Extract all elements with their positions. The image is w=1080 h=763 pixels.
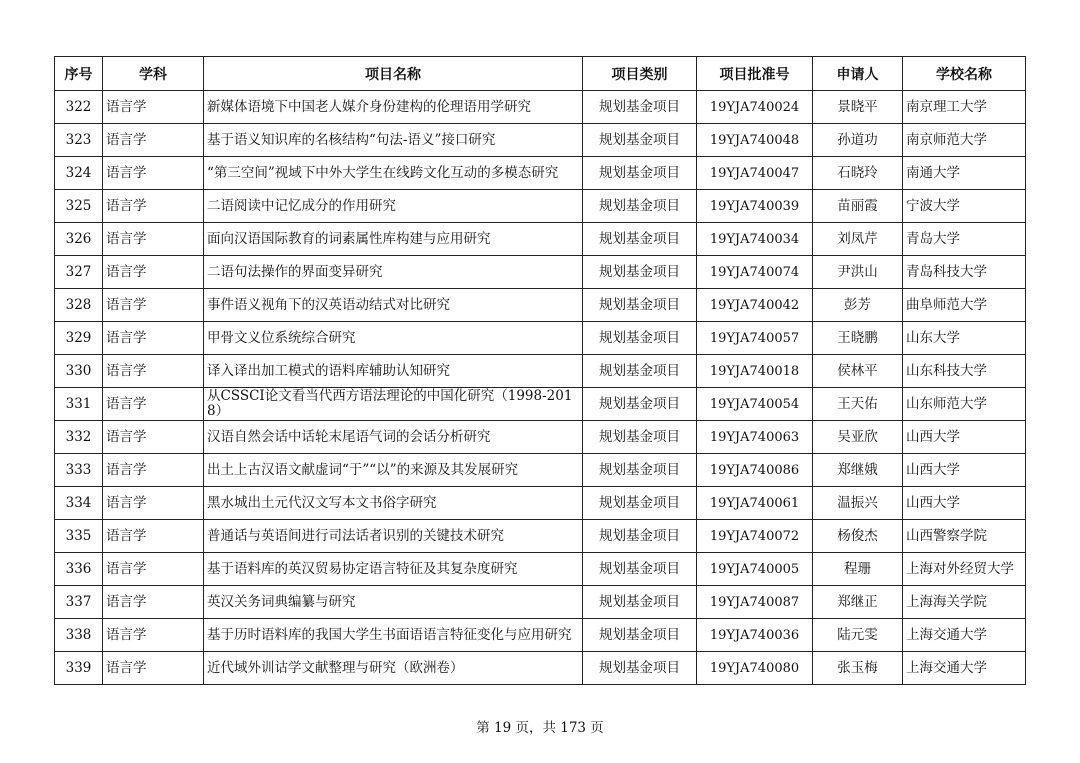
cell-num: 327 bbox=[55, 256, 103, 289]
header-approval-no: 项目批准号 bbox=[697, 57, 813, 91]
header-category: 项目类别 bbox=[583, 57, 697, 91]
cell-project-name: 新媒体语境下中国老人媒介身份建构的伦理语用学研究 bbox=[204, 91, 583, 124]
cell-category: 规划基金项目 bbox=[583, 553, 697, 586]
table-row bbox=[55, 256, 1026, 289]
table-row bbox=[55, 91, 1026, 124]
cell-applicant: 王晓鹏 bbox=[813, 322, 903, 355]
cell-approval-no: 19YJA740018 bbox=[697, 355, 813, 388]
cell-subject: 语言学 bbox=[103, 487, 204, 520]
table-row bbox=[55, 487, 1026, 520]
cell-school: 上海海关学院 bbox=[903, 586, 1026, 619]
cell-subject: 语言学 bbox=[103, 454, 204, 487]
table-header-row bbox=[55, 57, 1026, 91]
cell-project-name: 面向汉语国际教育的词素属性库构建与应用研究 bbox=[204, 223, 583, 256]
cell-school: 山东大学 bbox=[903, 322, 1026, 355]
cell-applicant: 吴亚欣 bbox=[813, 421, 903, 454]
cell-approval-no: 19YJA740039 bbox=[697, 190, 813, 223]
cell-applicant: 郑继正 bbox=[813, 586, 903, 619]
cell-category: 规划基金项目 bbox=[583, 355, 697, 388]
project-table bbox=[54, 56, 1026, 685]
cell-approval-no: 19YJA740086 bbox=[697, 454, 813, 487]
cell-school: 上海对外经贸大学 bbox=[903, 553, 1026, 586]
cell-approval-no: 19YJA740061 bbox=[697, 487, 813, 520]
cell-project-name: 出土上古汉语文献虚词“于”“以”的来源及其发展研究 bbox=[204, 454, 583, 487]
table-body bbox=[55, 91, 1026, 685]
table-row bbox=[55, 322, 1026, 355]
cell-school: 上海交通大学 bbox=[903, 619, 1026, 652]
cell-approval-no: 19YJA740087 bbox=[697, 586, 813, 619]
cell-school: 山东科技大学 bbox=[903, 355, 1026, 388]
cell-num: 339 bbox=[55, 652, 103, 685]
cell-approval-no: 19YJA740074 bbox=[697, 256, 813, 289]
cell-project-name: 黑水城出土元代汉文写本文书俗字研究 bbox=[204, 487, 583, 520]
table-row bbox=[55, 223, 1026, 256]
cell-num: 330 bbox=[55, 355, 103, 388]
cell-subject: 语言学 bbox=[103, 355, 204, 388]
cell-category: 规划基金项目 bbox=[583, 223, 697, 256]
cell-subject: 语言学 bbox=[103, 421, 204, 454]
cell-applicant: 王天佑 bbox=[813, 388, 903, 421]
cell-subject: 语言学 bbox=[103, 652, 204, 685]
cell-category: 规划基金项目 bbox=[583, 91, 697, 124]
cell-category: 规划基金项目 bbox=[583, 256, 697, 289]
cell-subject: 语言学 bbox=[103, 190, 204, 223]
cell-school: 南京师范大学 bbox=[903, 124, 1026, 157]
table-row bbox=[55, 586, 1026, 619]
cell-category: 规划基金项目 bbox=[583, 520, 697, 553]
cell-applicant: 温振兴 bbox=[813, 487, 903, 520]
cell-num: 326 bbox=[55, 223, 103, 256]
cell-project-name: 基于历时语料库的我国大学生书面语语言特征变化与应用研究 bbox=[204, 619, 583, 652]
cell-applicant: 张玉梅 bbox=[813, 652, 903, 685]
cell-project-name: 基于语料库的英汉贸易协定语言特征及其复杂度研究 bbox=[204, 553, 583, 586]
cell-school: 南通大学 bbox=[903, 157, 1026, 190]
table-row bbox=[55, 388, 1026, 421]
cell-applicant: 刘凤芹 bbox=[813, 223, 903, 256]
cell-project-name: 事件语义视角下的汉英语动结式对比研究 bbox=[204, 289, 583, 322]
cell-project-name: 甲骨文义位系统综合研究 bbox=[204, 322, 583, 355]
cell-category: 规划基金项目 bbox=[583, 619, 697, 652]
cell-applicant: 苗丽霞 bbox=[813, 190, 903, 223]
header-num: 序号 bbox=[55, 57, 103, 91]
cell-num: 337 bbox=[55, 586, 103, 619]
cell-num: 323 bbox=[55, 124, 103, 157]
cell-category: 规划基金项目 bbox=[583, 586, 697, 619]
cell-num: 335 bbox=[55, 520, 103, 553]
cell-approval-no: 19YJA740054 bbox=[697, 388, 813, 421]
cell-approval-no: 19YJA740034 bbox=[697, 223, 813, 256]
cell-approval-no: 19YJA740024 bbox=[697, 91, 813, 124]
cell-num: 322 bbox=[55, 91, 103, 124]
cell-subject: 语言学 bbox=[103, 586, 204, 619]
cell-subject: 语言学 bbox=[103, 223, 204, 256]
cell-applicant: 石晓玲 bbox=[813, 157, 903, 190]
cell-project-name: 近代域外训诂学文献整理与研究（欧洲卷） bbox=[204, 652, 583, 685]
cell-applicant: 孙道功 bbox=[813, 124, 903, 157]
project-table-container bbox=[54, 56, 1025, 685]
cell-applicant: 彭芳 bbox=[813, 289, 903, 322]
cell-approval-no: 19YJA740063 bbox=[697, 421, 813, 454]
table-row bbox=[55, 157, 1026, 190]
cell-subject: 语言学 bbox=[103, 553, 204, 586]
header-subject: 学科 bbox=[103, 57, 204, 91]
cell-subject: 语言学 bbox=[103, 91, 204, 124]
cell-subject: 语言学 bbox=[103, 289, 204, 322]
cell-category: 规划基金项目 bbox=[583, 322, 697, 355]
cell-project-name: 二语阅读中记忆成分的作用研究 bbox=[204, 190, 583, 223]
cell-project-name: 英汉关务词典编纂与研究 bbox=[204, 586, 583, 619]
table-row bbox=[55, 124, 1026, 157]
cell-approval-no: 19YJA740042 bbox=[697, 289, 813, 322]
cell-school: 曲阜师范大学 bbox=[903, 289, 1026, 322]
cell-project-name: 二语句法操作的界面变异研究 bbox=[204, 256, 583, 289]
cell-applicant: 杨俊杰 bbox=[813, 520, 903, 553]
cell-category: 规划基金项目 bbox=[583, 421, 697, 454]
cell-num: 324 bbox=[55, 157, 103, 190]
cell-school: 青岛科技大学 bbox=[903, 256, 1026, 289]
cell-applicant: 尹洪山 bbox=[813, 256, 903, 289]
cell-category: 规划基金项目 bbox=[583, 487, 697, 520]
cell-category: 规划基金项目 bbox=[583, 190, 697, 223]
page-footer: 第 19 页，共 173 页 bbox=[476, 720, 604, 736]
cell-applicant: 陆元雯 bbox=[813, 619, 903, 652]
cell-applicant: 郑继娥 bbox=[813, 454, 903, 487]
table-row bbox=[55, 289, 1026, 322]
cell-approval-no: 19YJA740036 bbox=[697, 619, 813, 652]
cell-subject: 语言学 bbox=[103, 520, 204, 553]
cell-subject: 语言学 bbox=[103, 157, 204, 190]
cell-num: 331 bbox=[55, 388, 103, 421]
cell-category: 规划基金项目 bbox=[583, 388, 697, 421]
cell-category: 规划基金项目 bbox=[583, 124, 697, 157]
cell-applicant: 侯林平 bbox=[813, 355, 903, 388]
cell-approval-no: 19YJA740005 bbox=[697, 553, 813, 586]
cell-subject: 语言学 bbox=[103, 322, 204, 355]
table-row bbox=[55, 520, 1026, 553]
cell-category: 规划基金项目 bbox=[583, 289, 697, 322]
table-row bbox=[55, 619, 1026, 652]
cell-school: 南京理工大学 bbox=[903, 91, 1026, 124]
cell-project-name: “第三空间”视域下中外大学生在线跨文化互动的多模态研究 bbox=[204, 157, 583, 190]
cell-category: 规划基金项目 bbox=[583, 454, 697, 487]
table-row bbox=[55, 355, 1026, 388]
table-row bbox=[55, 553, 1026, 586]
cell-applicant: 景晓平 bbox=[813, 91, 903, 124]
cell-school: 山东师范大学 bbox=[903, 388, 1026, 421]
cell-approval-no: 19YJA740057 bbox=[697, 322, 813, 355]
cell-project-name: 汉语自然会话中话轮末尾语气词的会话分析研究 bbox=[204, 421, 583, 454]
cell-school: 山西警察学院 bbox=[903, 520, 1026, 553]
table-row bbox=[55, 190, 1026, 223]
cell-school: 山西大学 bbox=[903, 487, 1026, 520]
cell-approval-no: 19YJA740072 bbox=[697, 520, 813, 553]
cell-project-name: 译入译出加工模式的语料库辅助认知研究 bbox=[204, 355, 583, 388]
cell-num: 334 bbox=[55, 487, 103, 520]
cell-num: 328 bbox=[55, 289, 103, 322]
cell-num: 325 bbox=[55, 190, 103, 223]
cell-approval-no: 19YJA740048 bbox=[697, 124, 813, 157]
cell-num: 329 bbox=[55, 322, 103, 355]
cell-school: 上海交通大学 bbox=[903, 652, 1026, 685]
cell-category: 规划基金项目 bbox=[583, 652, 697, 685]
cell-num: 333 bbox=[55, 454, 103, 487]
cell-approval-no: 19YJA740047 bbox=[697, 157, 813, 190]
header-project-name: 项目名称 bbox=[204, 57, 583, 91]
cell-school: 青岛大学 bbox=[903, 223, 1026, 256]
header-applicant: 申请人 bbox=[813, 57, 903, 91]
cell-approval-no: 19YJA740080 bbox=[697, 652, 813, 685]
cell-subject: 语言学 bbox=[103, 124, 204, 157]
cell-project-name: 普通话与英语间进行司法话者识别的关键技术研究 bbox=[204, 520, 583, 553]
table-row bbox=[55, 652, 1026, 685]
cell-project-name: 从CSSCI论文看当代西方语法理论的中国化研究（1998-2018） bbox=[204, 388, 583, 421]
table-row bbox=[55, 454, 1026, 487]
cell-num: 338 bbox=[55, 619, 103, 652]
cell-category: 规划基金项目 bbox=[583, 157, 697, 190]
cell-project-name: 基于语义知识库的名核结构“句法-语义”接口研究 bbox=[204, 124, 583, 157]
cell-school: 山西大学 bbox=[903, 454, 1026, 487]
cell-subject: 语言学 bbox=[103, 388, 204, 421]
cell-school: 山西大学 bbox=[903, 421, 1026, 454]
cell-num: 336 bbox=[55, 553, 103, 586]
table-row bbox=[55, 421, 1026, 454]
cell-num: 332 bbox=[55, 421, 103, 454]
header-school: 学校名称 bbox=[903, 57, 1026, 91]
cell-subject: 语言学 bbox=[103, 619, 204, 652]
cell-applicant: 程珊 bbox=[813, 553, 903, 586]
cell-school: 宁波大学 bbox=[903, 190, 1026, 223]
cell-subject: 语言学 bbox=[103, 256, 204, 289]
